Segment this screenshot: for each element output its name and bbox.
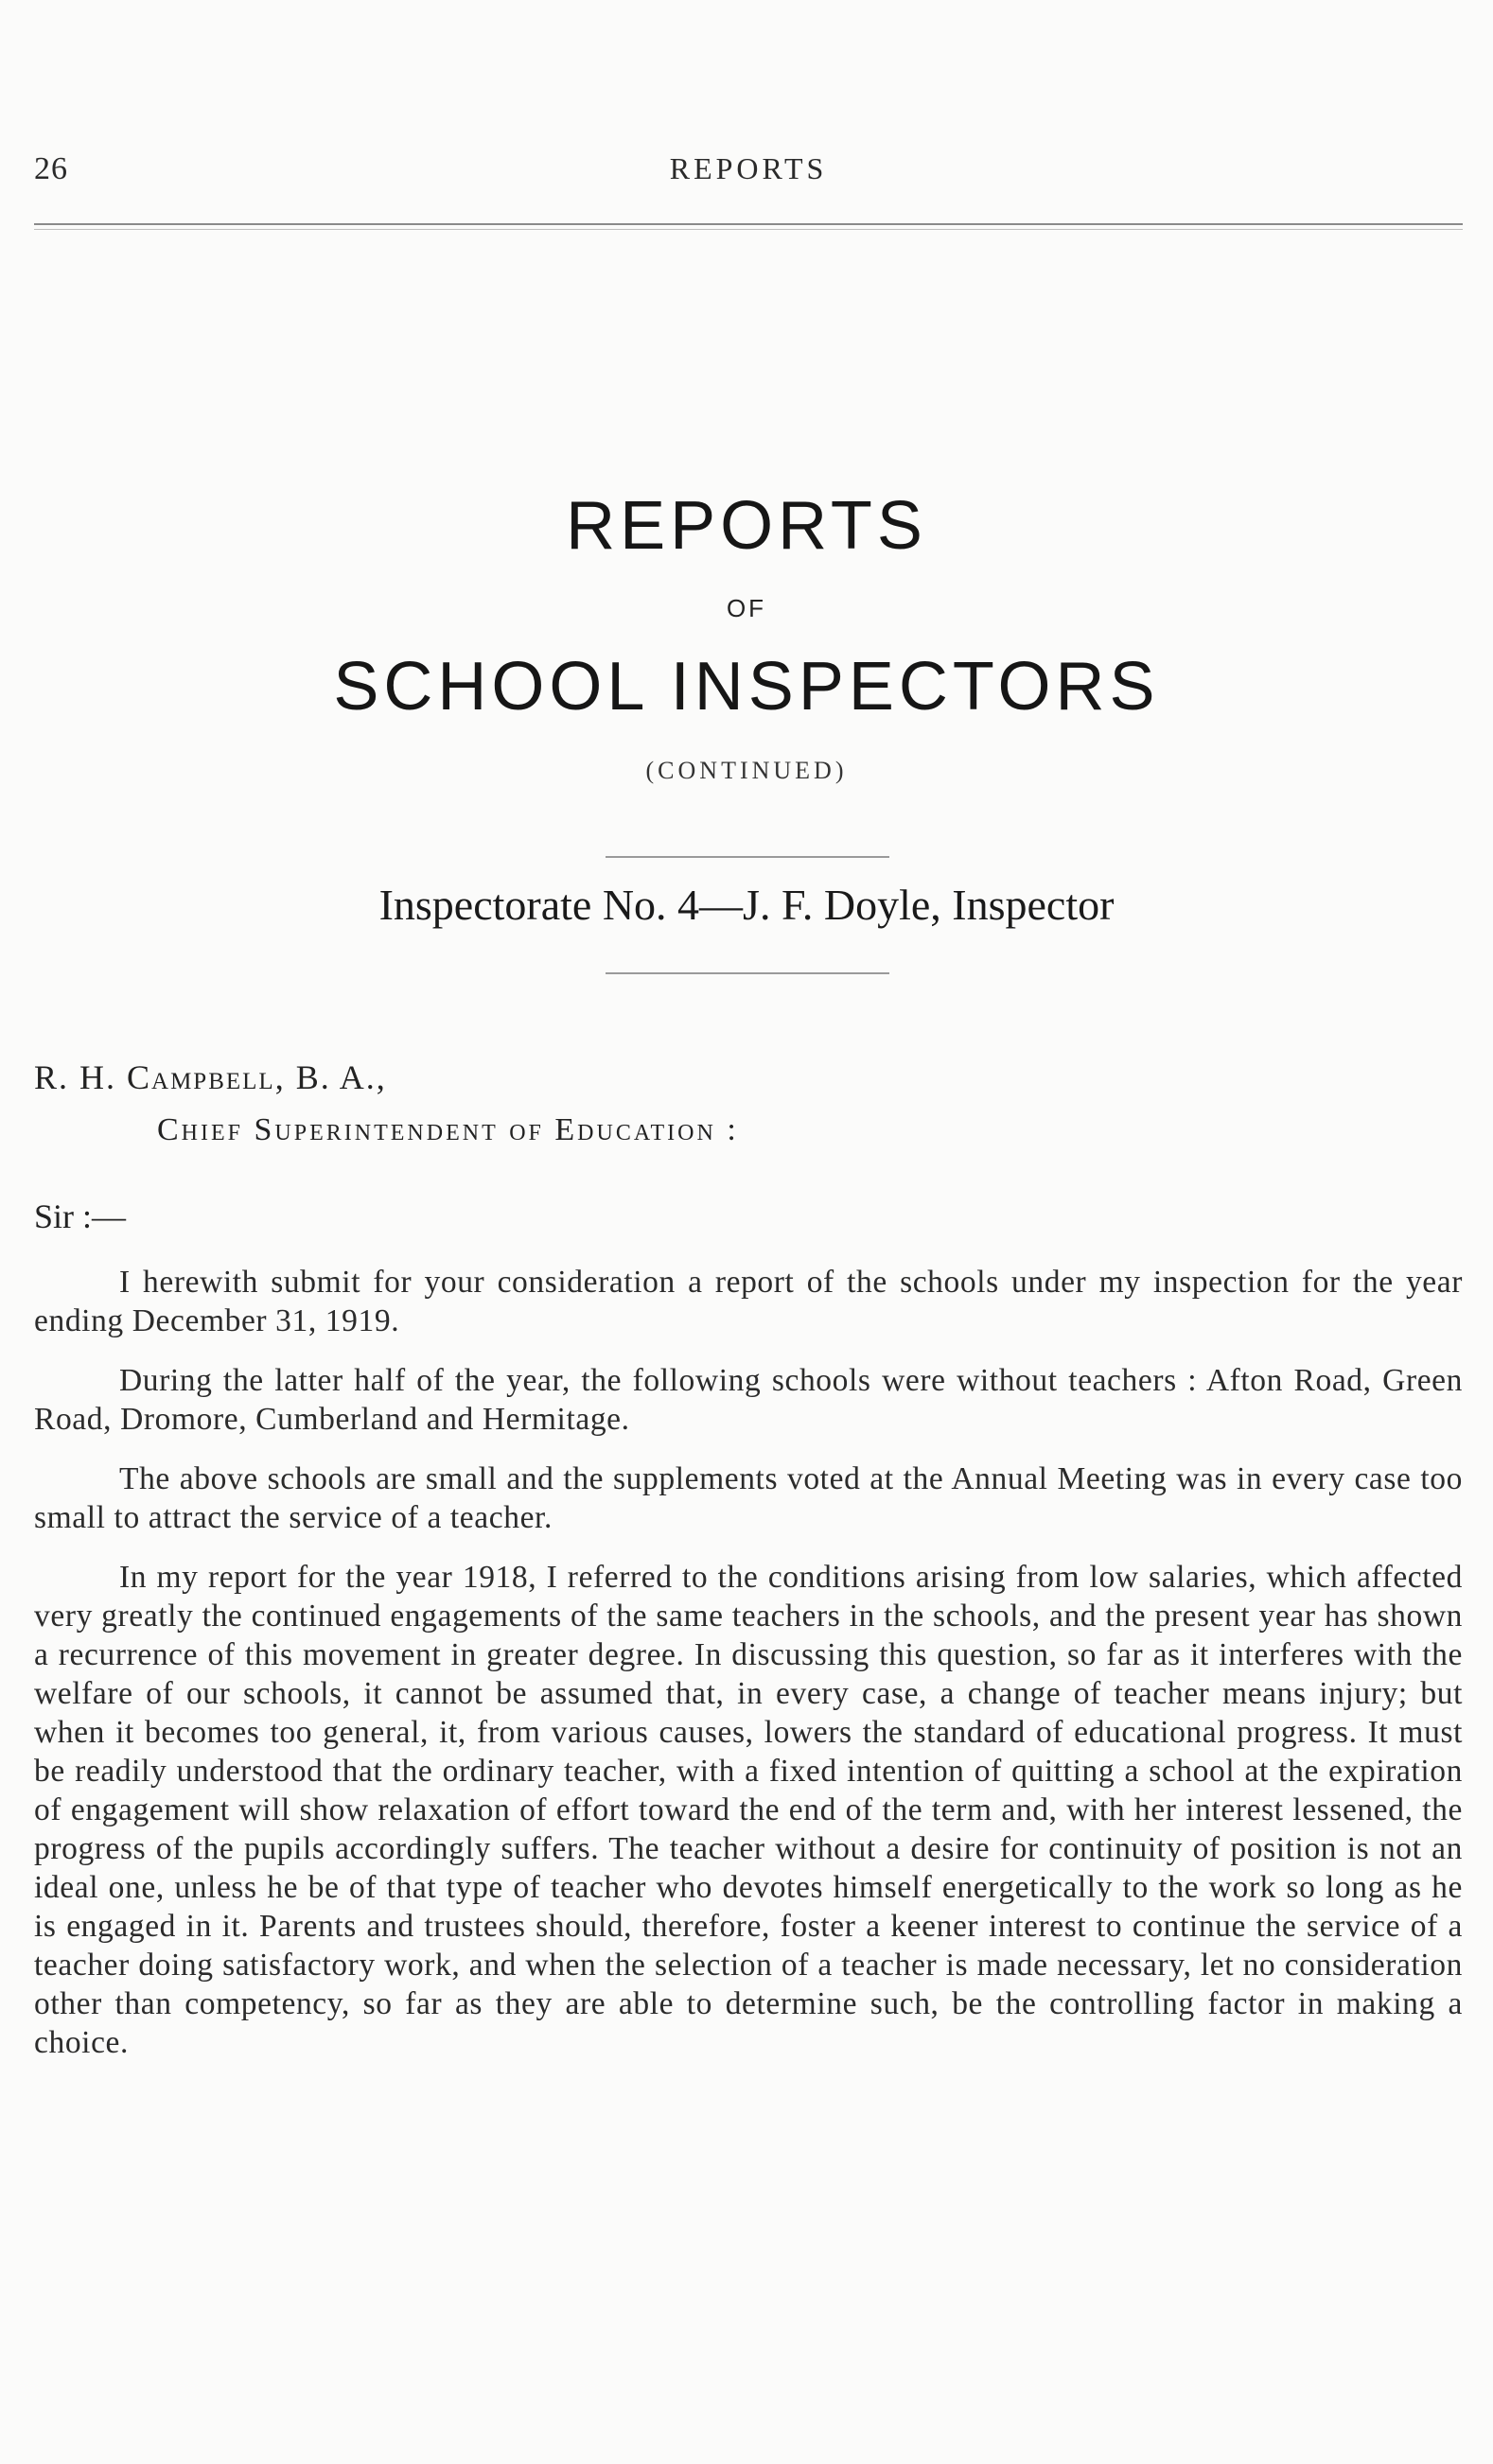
addressee-title: Chief Superintendent of Education : xyxy=(157,1112,739,1147)
main-title: REPORTS xyxy=(566,488,927,564)
paragraph: I herewith submit for your consideration a report of the schools under my inspection for the year ending December 31, 1919. xyxy=(34,1265,1463,1338)
paragraph: During the latter half of the year, the following schools were without teachers : Afton Road, Green Road, Dromore, Cumberland and Hermitage. xyxy=(34,1363,1463,1437)
section-rule-bottom xyxy=(606,972,889,974)
report-body xyxy=(34,1263,1463,2083)
paragraph: The above schools are small and the supplements voted at the Annual Meeting was in every case too small to attract the service of a teacher. xyxy=(34,1461,1463,1535)
section-rule-top xyxy=(606,856,889,858)
running-header xyxy=(34,151,1463,189)
header-rule xyxy=(34,223,1463,225)
addressee-name: R. H. Campbell, B. A., xyxy=(34,1058,387,1096)
running-title: REPORTS xyxy=(669,151,828,185)
title-connector: OF xyxy=(726,594,767,622)
header-rule-secondary xyxy=(34,229,1463,230)
inspectorate-heading: Inspectorate No. 4—J. F. Doyle, Inspector xyxy=(378,881,1115,929)
continued-label: (CONTINUED) xyxy=(645,757,848,784)
paragraph: In my report for the year 1918, I referred to the conditions arising from low salaries, which affected very greatly the continued engagements of the same teachers in the schools, and the present year has shown a recurrence of this movement in greater degree. In discussing this question, so far as it interferes with the welfare of our schools, it cannot be assumed that, in every case, a change of teacher means injury; but when it becomes too general, it, from various causes, lowers the standard of educational progress. It must be readily understood that the ordinary teacher, with a fixed intention of quitting a school at the expiration of engagement will show relaxation of effort toward the end of the term and, with her interest lessened, the progress of the pupils accordingly suffers. The teacher without a desire for continuity of position is not an ideal one, unless he be of that type of teacher who devotes himself energetically to the work so long as he is engaged in it. Parents and trustees should, therefore, foster a keener interest to continue the service of a teacher doing satisfactory work, and when the selection of a teacher is made necessary, let no consideration other than competency, so far as they are able to determine such, be the controlling factor in making a choice. xyxy=(34,1560,1463,2060)
subtitle: SCHOOL INSPECTORS xyxy=(333,649,1160,725)
page-number: 26 xyxy=(34,151,68,186)
salutation: Sir :— xyxy=(34,1197,127,1235)
